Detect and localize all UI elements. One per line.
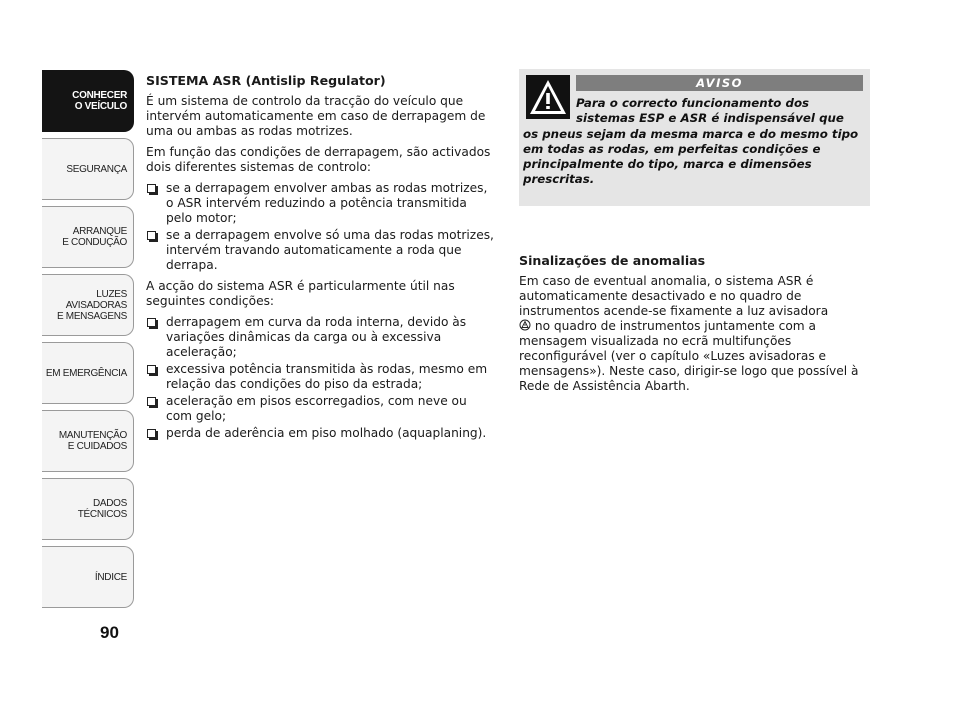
warning-text-indented: Para o correcto funcionamento dos sistemas ESP e ASR é indispensável que [576,96,844,126]
list-item: excessiva potência transmitida às rodas, mesmo em relação das condições do piso da estrada; [146,362,496,392]
asr-warning-light-icon [519,320,531,333]
text-after-icon: no quadro de instrumentos juntamente com a mensagem visualizada no ecrã multifunções reconfigurável (ver o capítulo «Luzes avisadoras e mensagens»). Neste caso, dirigir-se logo que possível à Rede de Assistência Abarth. [519,319,859,393]
list-item: se a derrapagem envolver ambas as rodas motrizes, o ASR intervém reduzindo a potência transmitida pelo motor; [146,181,496,226]
tab-label: EM EMERGÊNCIA [45,367,127,379]
paragraph [519,274,869,394]
bullet-list [146,315,496,441]
tab-seguranca[interactable] [42,138,134,200]
tab-conhecer-o-veiculo[interactable] [42,70,134,132]
list-item: derrapagem em curva da roda interna, devido às variações dinâmicas da carga ou à excessiva aceleração; [146,315,496,360]
bullet-list [146,181,496,273]
text-before-icon: Em caso de eventual anomalia, o sistema ASR é automaticamente desactivado e no quadro de instrumentos acende-se fixamente a luz avisadora [519,274,829,318]
list-item: perda de aderência em piso molhado (aquaplaning). [146,426,496,441]
section-heading: Sinalizações de anomalias [519,253,706,268]
tab-label: ÍNDICE [94,571,127,583]
tab-label: MANUTENÇÃO E CUIDADOS [58,430,127,452]
tab-arranque-e-conducao[interactable] [42,206,134,268]
section-heading: SISTEMA ASR (Antislip Regulator) [146,73,386,88]
tab-label: DADOS TÉCNICOS [77,498,127,520]
warning-box [519,69,870,206]
paragraph: Em função das condições de derrapagem, são activados dois diferentes sistemas de controlo: [146,145,491,174]
paragraph: A acção do sistema ASR é particularmente útil nas seguintes condições: [146,279,455,308]
warning-text [523,96,863,188]
tab-em-emergencia[interactable] [42,342,134,404]
tab-label: SEGURANÇA [66,163,127,175]
list-item: aceleração em pisos escorregadios, com neve ou com gelo; [146,394,496,424]
list-item: se a derrapagem envolve só uma das rodas motrizes, intervém travando automaticamente a roda que derrapa. [146,228,496,273]
tab-manutencao[interactable] [42,410,134,472]
tab-indice[interactable] [42,546,134,608]
page-number: 90 [100,623,119,642]
tab-dados-tecnicos[interactable] [42,478,134,540]
intro-paragraph: É um sistema de controlo da tracção do veículo que intervém automaticamente em caso de derrapagem de uma ou ambas as rodas motrizes. [146,94,486,138]
tab-label: LUZES AVISADORAS E MENSAGENS [56,288,127,322]
chapter-sidebar [42,70,134,614]
warning-title: AVISO [576,75,863,91]
tab-label: CONHECER O VEÍCULO [72,90,127,112]
right-column [519,253,869,400]
left-column [146,73,496,447]
tab-label: ARRANQUE E CONDUÇÃO [62,226,127,248]
tab-luzes-avisadoras[interactable] [42,274,134,336]
warning-text-rest: os pneus sejam da mesma marca e do mesmo tipo em todas as rodas, em perfeitas condições e principalmente do tipo, marca e dimensões prescritas. [523,126,859,187]
